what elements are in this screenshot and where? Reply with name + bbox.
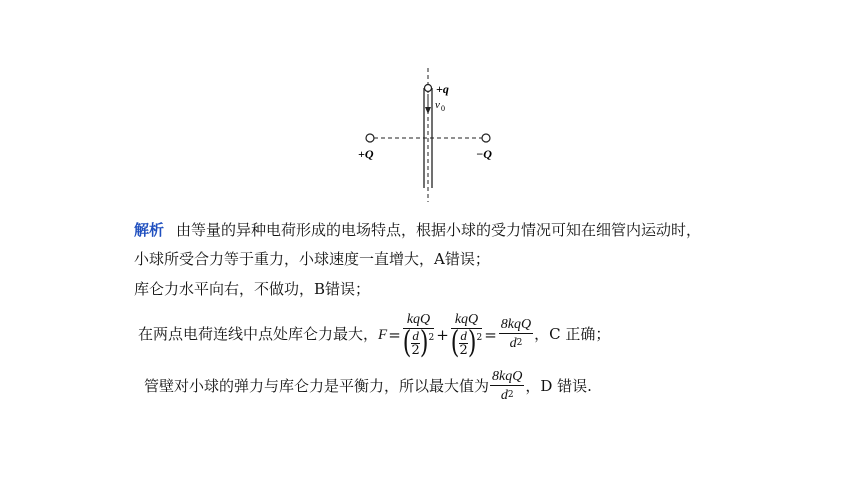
analysis-text-4b: ，C 正确；	[534, 325, 611, 343]
fraction-3-numerator: 8kqQ	[500, 317, 532, 332]
analysis-line-3	[134, 279, 370, 299]
analysis-line-5	[144, 366, 592, 406]
tube-charges-diagram	[340, 66, 520, 206]
fraction-2	[450, 312, 483, 361]
right-charge-label: −Q	[476, 147, 492, 161]
fraction-max-denominator: $d^2$	[500, 388, 514, 403]
analysis-text-2: 小球所受合力等于重力，小球速度一直增大，A错误；	[134, 250, 490, 268]
physics-diagram	[340, 66, 520, 206]
force-symbol: F	[378, 327, 388, 343]
left-charge-label: +Q	[358, 147, 374, 161]
analysis-line-4	[138, 306, 610, 364]
left-charge-circle	[366, 134, 374, 142]
analysis-text-1: 由等量的异种电荷形成的电场特点，根据小球的受力情况可知在细管内运动时，	[176, 221, 702, 239]
equals-sign-1: =	[388, 326, 401, 344]
velocity-label: v	[435, 99, 440, 111]
velocity-subscript: 0	[441, 104, 445, 113]
analysis-text-5a: 管壁对小球的弹力与库仑力是平衡力，所以最大值为	[144, 377, 490, 395]
analysis-line-2	[134, 249, 490, 269]
fraction-1	[402, 312, 435, 361]
fraction-2-numerator: kqQ	[451, 312, 482, 329]
right-charge-circle	[482, 134, 490, 142]
plus-sign: +	[436, 326, 449, 344]
top-charge-label: +q	[436, 82, 449, 96]
analysis-text-5b: ，D 错误.	[525, 377, 592, 395]
fraction-max-numerator: 8kqQ	[492, 369, 523, 384]
fraction-max	[490, 369, 524, 405]
velocity-arrow-head	[425, 107, 431, 114]
analysis-text-3: 库仑力水平向右，不做功，B错误；	[134, 280, 371, 298]
fraction-2-denominator: ( $\frac{d}{2}$ )$^2$	[450, 325, 483, 361]
small-ball	[425, 85, 432, 92]
fraction-1-denominator: ( $\frac{d}{2}$ )$^2$	[402, 325, 435, 361]
equals-sign-2: =	[484, 326, 497, 344]
fraction-3-denominator: $d^2$	[509, 336, 523, 351]
analysis-text-4a: 在两点电荷连线中点处库仑力最大，	[138, 325, 379, 343]
fraction-3	[499, 317, 533, 353]
fraction-1-numerator: kqQ	[403, 312, 434, 329]
analysis-line-1	[134, 220, 701, 240]
analysis-heading: 解析	[134, 221, 165, 239]
